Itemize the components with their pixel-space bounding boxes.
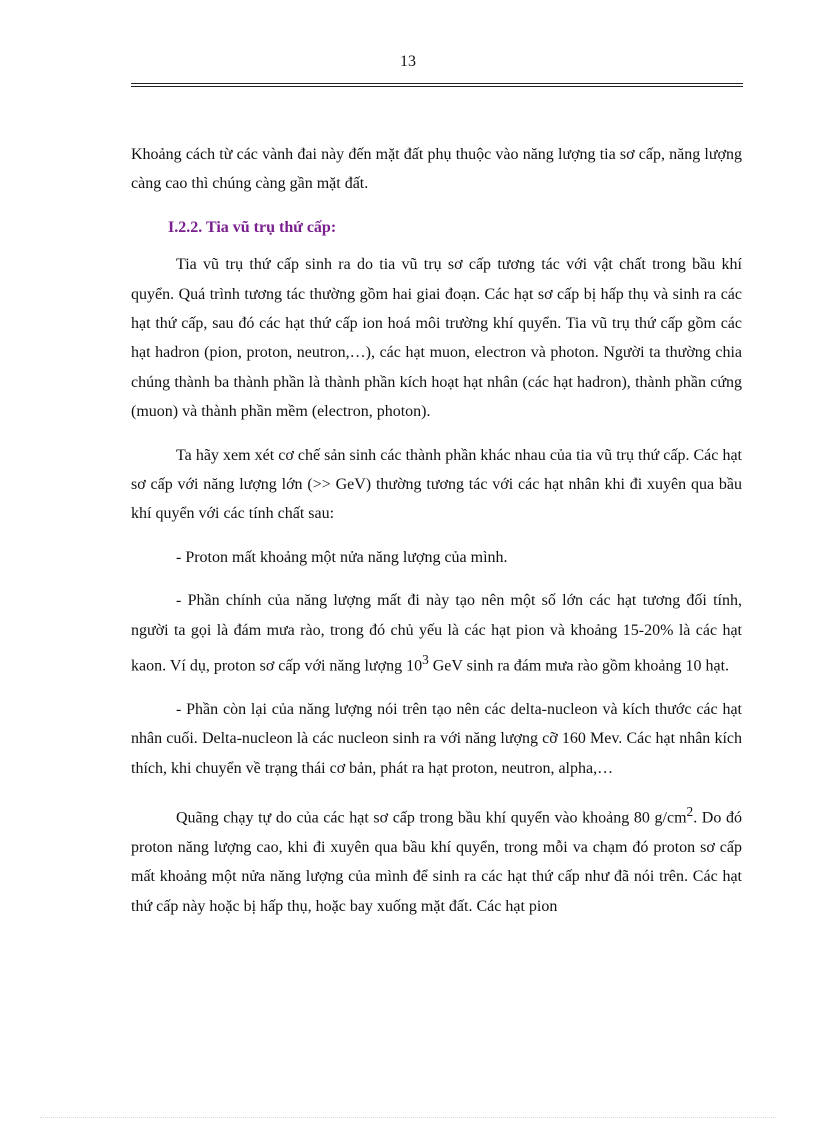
paragraph-continuation: Khoảng cách từ các vành đai này đến mặt đất phụ thuộc vào năng lượng tia sơ cấp, năng lượng càng cao thì chúng càng gần mặt đất.	[131, 146, 742, 193]
header-double-rule	[131, 83, 743, 87]
list-item-delta-nucleon: - Phần còn lại của năng lượng nói trên tạo nên các delta-nucleon và kích thước các hạt nhân cuối. Delta-nucleon là các nucleon sinh ra với năng lượng cỡ 160 Mev. Các hạt nhân kích thích, khi chuyển về trạng thái cơ bản, phát ra hạt proton, neutron, alpha,…	[131, 700, 742, 777]
shower-text-part1: - Phần chính của năng lượng mất đi này tạo nên một số lớn các hạt tương đối tính, người ta gọi là đám mưa rào, trong đó chủ yếu là các hạt pion và khoảng 15-20% là các hạt kaon. Ví dụ, proton sơ cấp với năng lượng 10	[131, 592, 742, 675]
superscript-unit-power: 2	[686, 804, 694, 820]
shower-text-part2: GeV sinh ra đám mưa rào gồm khoảng 10 hạt.	[428, 657, 730, 675]
paragraph-production-mechanism: Ta hãy xem xét cơ chế sản sinh các thành phần khác nhau của tia vũ trụ thứ cấp. Các hạt sơ cấp với năng lượng lớn (>> GeV) thường tương tác với các hạt nhân khi đi xuyên qua bầu khí quyển với các tính chất sau:	[131, 446, 742, 523]
list-item-proton-energy-loss: - Proton mất khoảng một nửa năng lượng của mình.	[176, 548, 508, 566]
paragraph-mean-free-path	[131, 797, 742, 921]
mean-free-path-part2: . Do đó proton năng lượng cao, khi đi xuyên qua bầu khí quyển, trong mỗi va chạm đó proton sơ cấp mất khoảng một nửa năng lượng của mình để sinh ra các hạt thứ cấp như đã nói trên. Các hạt thứ cấp này hoặc bị hấp thụ, hoặc bay xuống mặt đất. Các hạt pion	[131, 809, 742, 915]
section-heading: I.2.2. Tia vũ trụ thứ cấp:	[168, 218, 337, 236]
document-body	[131, 140, 742, 935]
mean-free-path-part1: Quãng chạy tự do của các hạt sơ cấp trong bầu khí quyển vào khoảng 80 g/cm	[176, 809, 687, 827]
page-number: 13	[400, 53, 416, 70]
list-item-shower	[131, 586, 742, 681]
paragraph-secondary-rays-intro: Tia vũ trụ thứ cấp sinh ra do tia vũ trụ sơ cấp tương tác với vật chất trong bầu khí quyển. Quá trình tương tác thường gồm hai giai đoạn. Các hạt sơ cấp bị hấp thụ và sinh ra các hạt thứ cấp, sau đó các hạt thứ cấp ion hoá môi trường khí quyển. Tia vũ trụ thứ cấp gồm các hạt hadron (pion, proton, neutron,…), các hạt muon, electron và photon. Người ta thường chia chúng thành ba thành phần là thành phần kích hoạt hạt nhân (các hạt hadron), thành phần cứng (muon) và thành phần mềm (electron, photon).	[131, 256, 742, 421]
superscript-exponent: 3	[422, 652, 429, 668]
page-bottom-border	[40, 1117, 776, 1118]
